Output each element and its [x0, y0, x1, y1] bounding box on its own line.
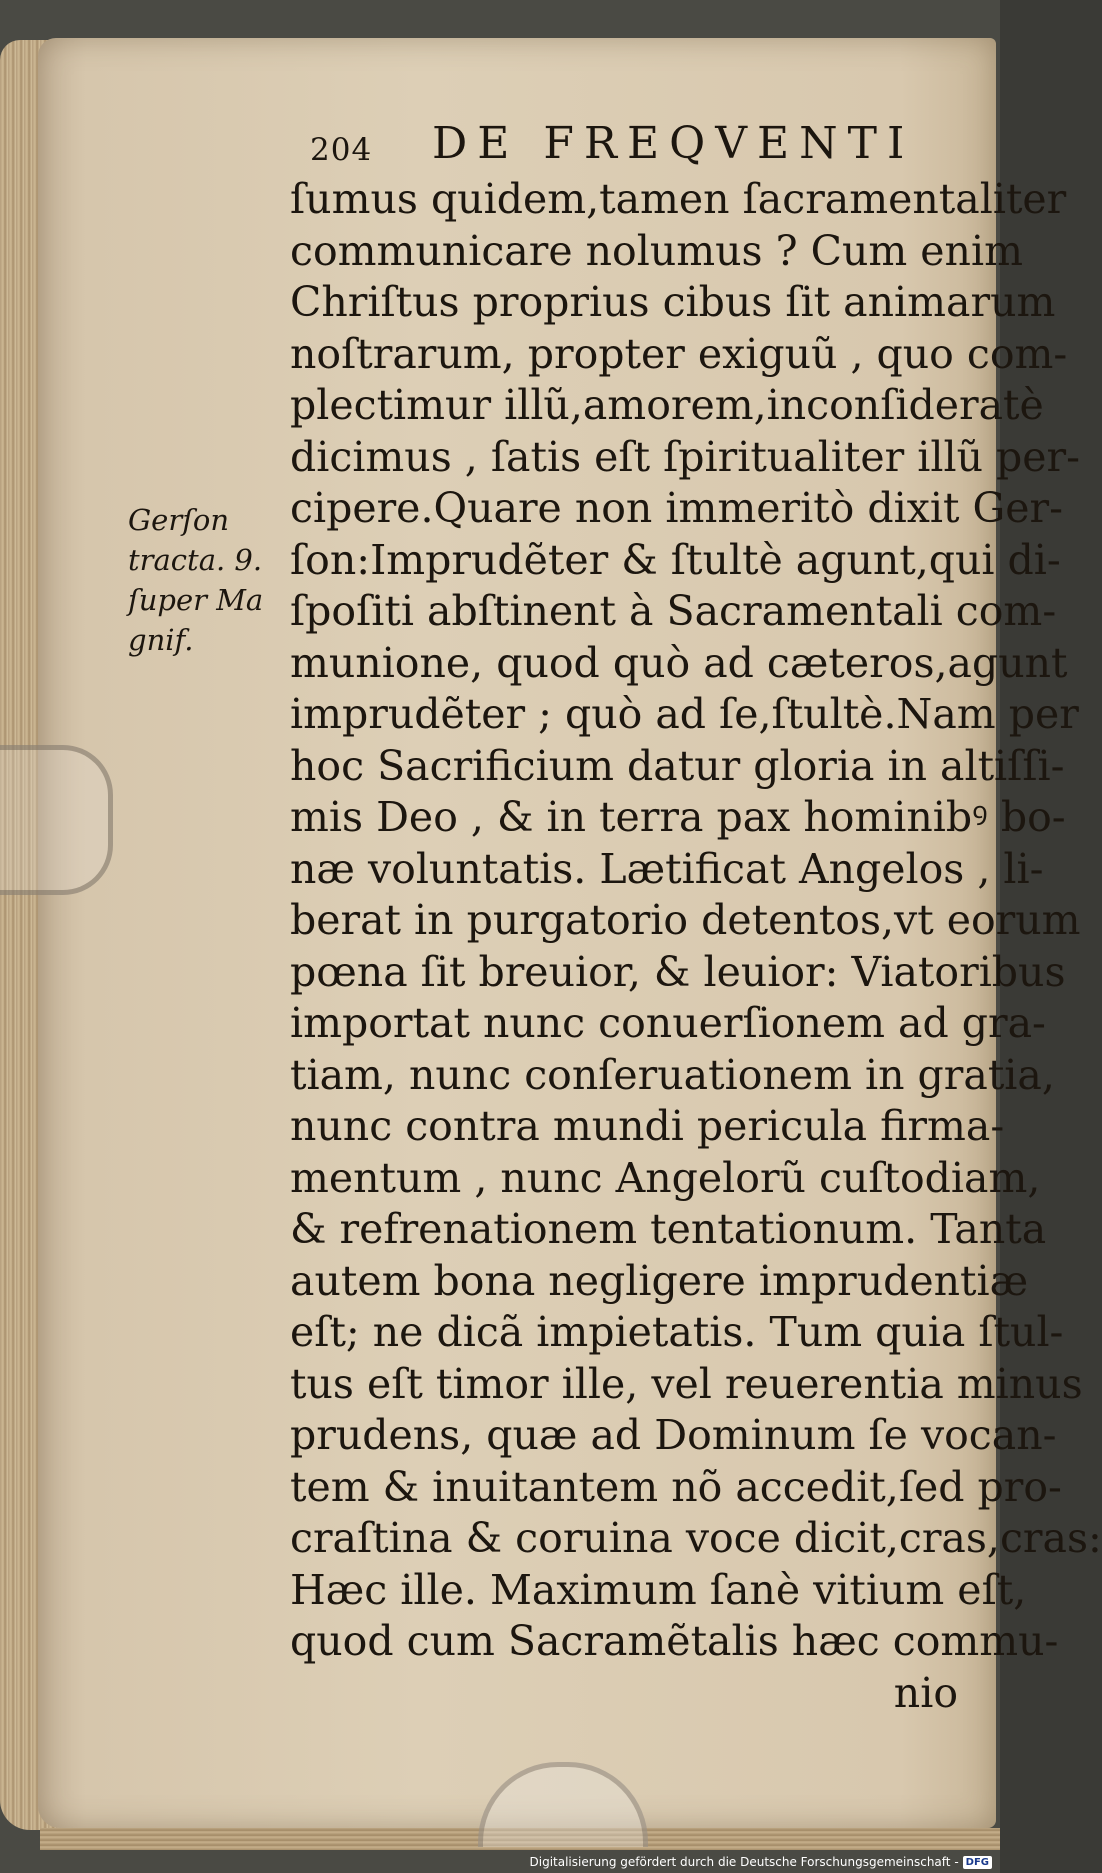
text-line: dicimus , ſatis eſt ſpiritualiter illũ per-: [290, 432, 1080, 481]
catchword: nio: [893, 1668, 958, 1717]
body-text: [290, 174, 1102, 1719]
text-line: mis Deo , & in terra pax hominibꝰ bo-: [290, 793, 1066, 841]
text-line: craſtina & coruina voce dicit,cras,cras:: [290, 1514, 1102, 1562]
text-line: quod cum Sacramẽtalis hæc commu-: [290, 1617, 1059, 1665]
running-head: DE FREQVENTI: [432, 118, 915, 169]
text-line: næ voluntatis. Lætificat Angelos , li-: [290, 844, 1044, 893]
marginal-note-line: Gerſon: [128, 503, 230, 537]
text-line: importat nunc conuerſionem ad gra-: [290, 999, 1046, 1047]
marginal-note-line: ſuper Ma: [128, 583, 264, 617]
text-line: tus eſt timor ille, vel reuerentia minus: [290, 1359, 1083, 1408]
text-line: communicare nolumus ? Cum enim: [290, 226, 1023, 275]
text-line: eſt; ne dicã impietatis. Tum quia ſtul-: [290, 1308, 1064, 1356]
page-number: 204: [310, 132, 373, 168]
page-holder-clip-left: [0, 745, 113, 895]
text-line: noſtrarum, propter exiguũ , quo com-: [290, 329, 1068, 378]
text-line: ſpoſiti abſtinent à Sacramentali com-: [290, 587, 1057, 635]
text-line: plectimur illũ,amorem,inconſideratè: [290, 381, 1044, 429]
text-line: imprudẽter ; quò ad ſe,ſtultè.Nam per: [290, 690, 1079, 738]
text-line: nunc contra mundi pericula firma-: [290, 1102, 1005, 1150]
dfg-logo: DFG: [963, 1856, 992, 1869]
text-line: ſon:Imprudẽter & ſtultè agunt,qui di-: [290, 535, 1061, 584]
text-line: ſumus quidem,tamen ſacramentaliter: [290, 175, 1067, 223]
text-line: hoc Sacrificium datur gloria in altiſſi-: [290, 741, 1065, 790]
text-line: Hæc ille. Maximum ſanè vitium eſt,: [290, 1565, 1027, 1614]
text-line: autem bona negligere imprudentiæ: [290, 1256, 1029, 1305]
text-line: Chriſtus proprius cibus ſit animarum: [290, 278, 1056, 326]
marginal-note-line: tracta. 9.: [128, 543, 263, 577]
page-header: [310, 118, 950, 170]
text-line: berat in purgatorio detentos,vt eorum: [290, 896, 1081, 944]
text-line: tem & inuitantem nõ accedit,ſed pro-: [290, 1462, 1062, 1511]
digitization-footer: [530, 1852, 993, 1873]
text-line: cipere.Quare non immeritò dixit Ger-: [290, 484, 1063, 532]
footer-credit: Digitalisierung gefördert durch die Deutsche Forschungsgemeinschaft -: [529, 1855, 959, 1869]
text-line: mentum , nunc Angelorũ cuſtodiam,: [290, 1153, 1041, 1202]
marginal-note-line: gnif.: [128, 623, 194, 657]
text-line: tiam, nunc conſeruationem in gratia,: [290, 1050, 1055, 1099]
marginal-note: [128, 500, 288, 660]
text-line: & refrenationem tentationum. Tanta: [290, 1205, 1047, 1253]
text-line: prudens, quæ ad Dominum ſe vocan-: [290, 1411, 1057, 1459]
text-line: munione, quod quò ad cæteros,agunt: [290, 638, 1068, 687]
text-line: pœna ſit breuior, & leuior: Viatoribus: [290, 947, 1066, 996]
